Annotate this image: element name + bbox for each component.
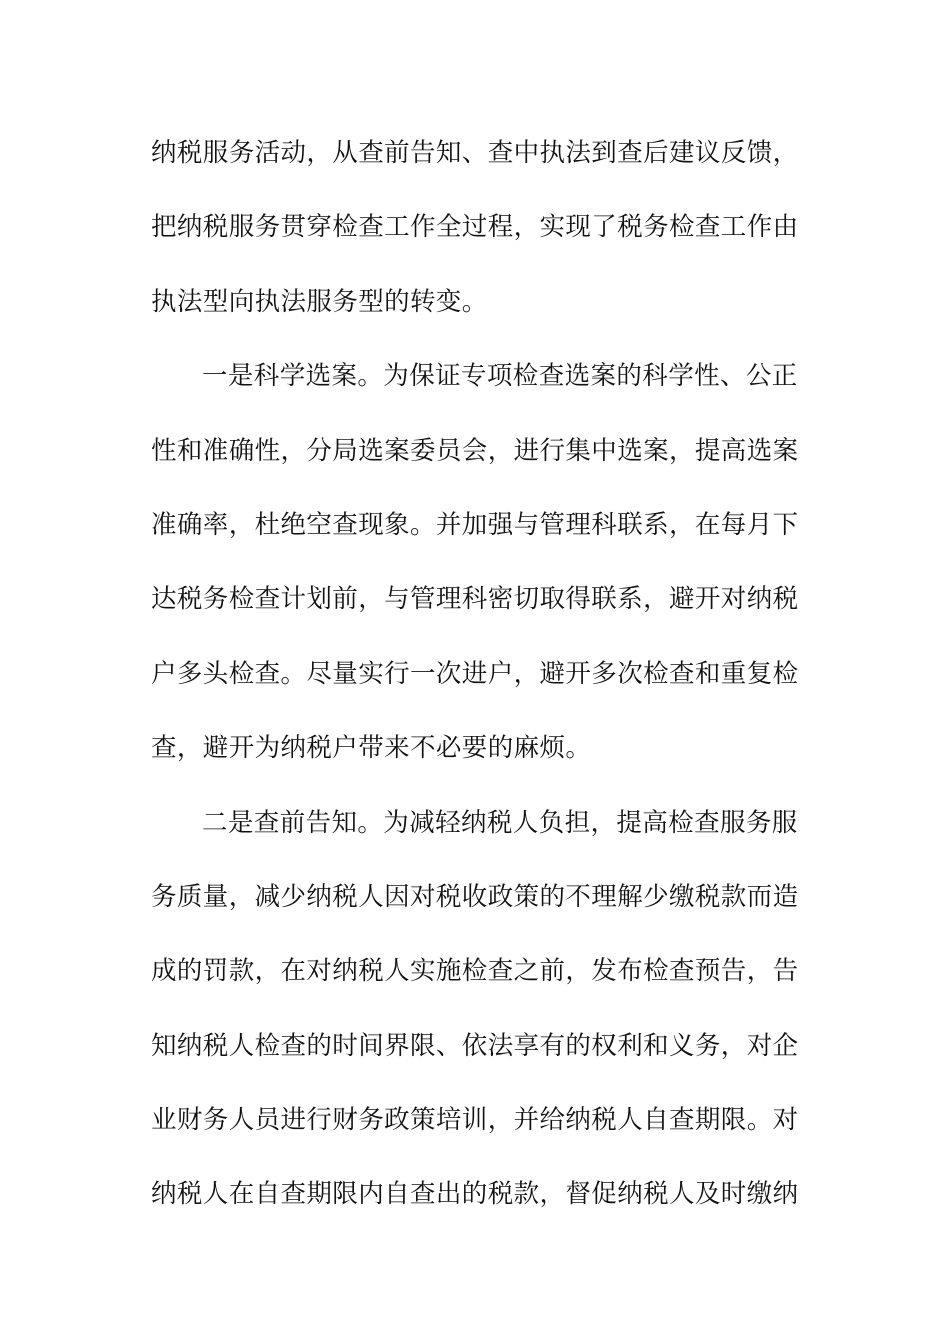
text-line: 执法型向执法服务型的转变。 <box>151 286 488 317</box>
text-line: 性和准确性，分局选案委员会，进行集中选案，提高选案 <box>151 435 799 466</box>
paragraph-start-line: 一是科学选案。为保证专项检查选案的科学性、公正 <box>202 361 798 392</box>
paragraph-start-line: 二是查前告知。为减轻纳税人负担，提高检查服务服 <box>202 807 798 838</box>
text-line: 业财务人员进行财务政策培训，并给纳税人自查期限。对 <box>151 1105 799 1136</box>
text-line: 知纳税人检查的时间界限、依法享有的权利和义务，对企 <box>151 1030 799 1061</box>
text-line: 把纳税服务贯穿检查工作全过程，实现了税务检查工作由 <box>151 212 799 243</box>
text-line: 查，避开为纳税户带来不必要的麻烦。 <box>151 733 592 764</box>
text-line: 达税务检查计划前，与管理科密切取得联系，避开对纳税 <box>151 584 799 615</box>
text-line: 成的罚款，在对纳税人实施检查之前，发布检查预告，告 <box>151 956 799 987</box>
text-line: 准确率，杜绝空查现象。并加强与管理科联系，在每月下 <box>151 509 799 540</box>
text-line: 务质量，减少纳税人因对税收政策的不理解少缴税款而造 <box>151 881 799 912</box>
text-line: 纳税人在自查期限内自查出的税款，督促纳税人及时缴纳 <box>151 1179 799 1210</box>
text-line: 户多头检查。尽量实行一次进户，避开多次检查和重复检 <box>151 658 799 689</box>
text-line: 纳税服务活动，从查前告知、查中执法到查后建议反馈， <box>151 138 799 168</box>
document-body <box>151 131 801 1247</box>
